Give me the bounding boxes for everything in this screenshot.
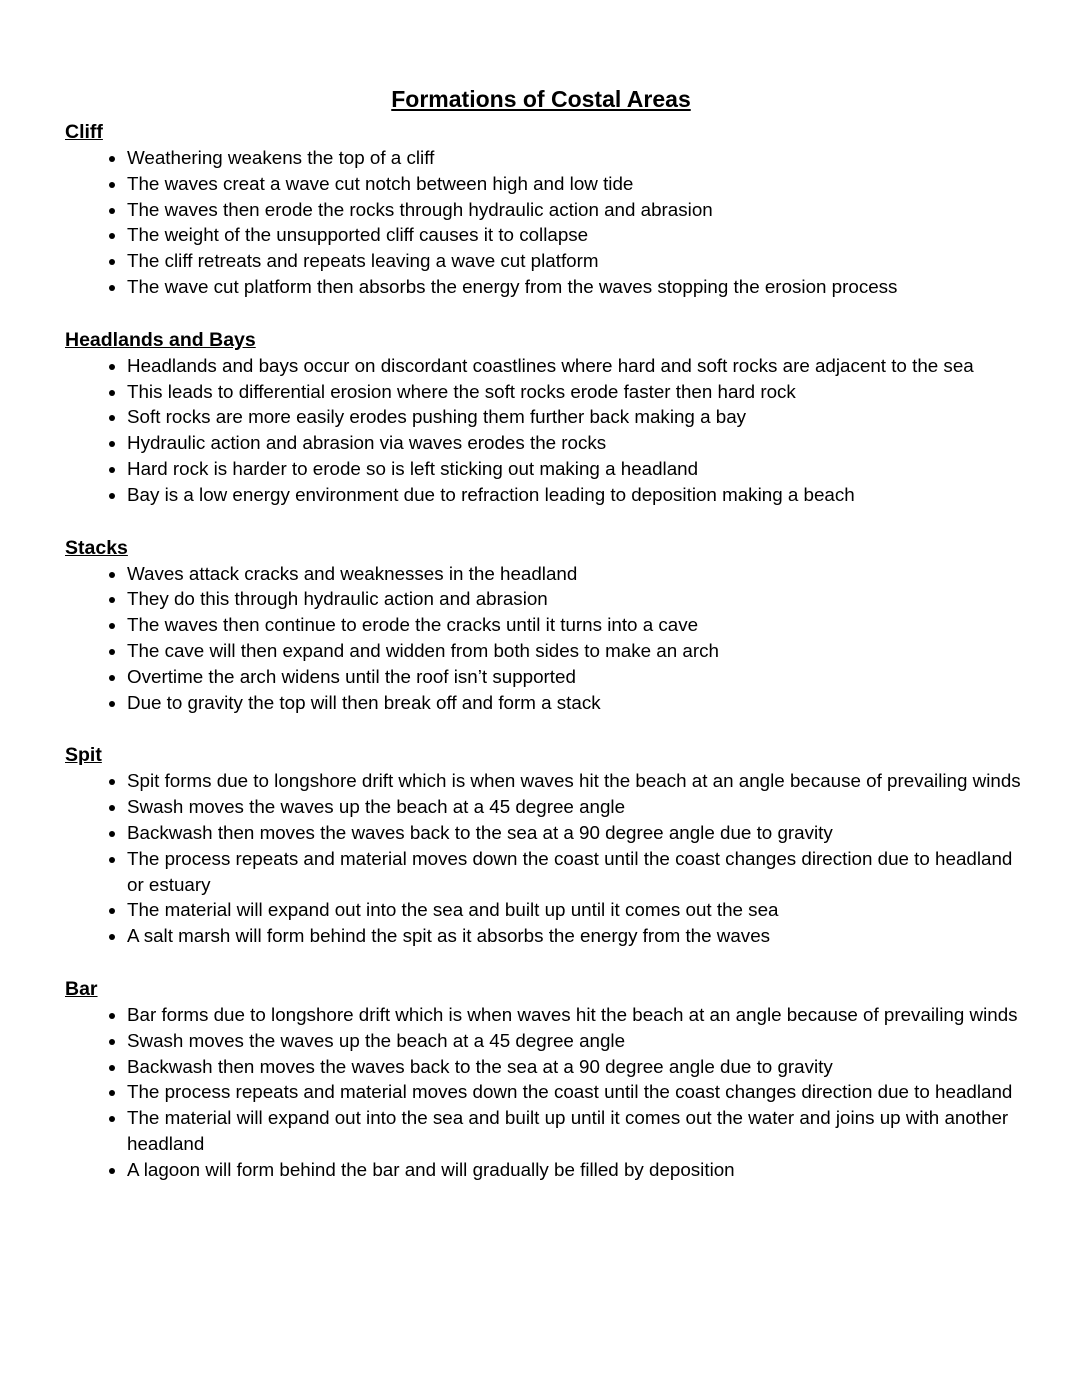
section-heading: Spit	[65, 744, 102, 767]
bullet-list	[65, 1002, 1022, 1183]
bullet-item: • A lagoon will form behind the bar and will gradually be filled by deposition	[127, 1157, 1022, 1183]
bullet-item: • The waves creat a wave cut notch between high and low tide	[127, 171, 1022, 197]
bullet-list	[65, 561, 1022, 716]
bullet-item: • The process repeats and material moves down the coast until the coast changes direction due to headland or estuary	[127, 846, 1022, 898]
bullet-item: • Hard rock is harder to erode so is left sticking out making a headland	[127, 456, 1022, 482]
section-heading: Headlands and Bays	[65, 328, 256, 351]
bullet-item: • The waves then erode the rocks through hydraulic action and abrasion	[127, 197, 1022, 223]
bullet-item: • Bay is a low energy environment due to refraction leading to deposition making a beach	[127, 482, 1022, 508]
bullet-item: • Backwash then moves the waves back to the sea at a 90 degree angle due to gravity	[127, 820, 1022, 846]
bullet-item: • The material will expand out into the sea and built up until it comes out the sea	[127, 897, 1022, 923]
bullet-item: • Hydraulic action and abrasion via waves erodes the rocks	[127, 430, 1022, 456]
bullet-item: • Bar forms due to longshore drift which is when waves hit the beach at an angle because of prevailing winds	[127, 1002, 1022, 1028]
bullet-item: • Overtime the arch widens until the roof isn’t supported	[127, 664, 1022, 690]
bullet-item: • This leads to differential erosion where the soft rocks erode faster then hard rock	[127, 379, 1022, 405]
section-heading: Stacks	[65, 536, 128, 559]
section-heading: Bar	[65, 977, 98, 1000]
bullet-item: • Weathering weakens the top of a cliff	[127, 145, 1022, 171]
bullet-item: • The cliff retreats and repeats leaving a wave cut platform	[127, 248, 1022, 274]
bullet-item: • The material will expand out into the sea and built up until it comes out the water and joins up with another headland	[127, 1105, 1022, 1157]
section-heading: Cliff	[65, 121, 103, 143]
bullet-item: • Backwash then moves the waves back to the sea at a 90 degree angle due to gravity	[127, 1054, 1022, 1080]
section-spit	[65, 742, 1021, 949]
bullet-list	[65, 145, 1022, 300]
bullet-item: • The cave will then expand and widden from both sides to make an arch	[127, 638, 1022, 664]
bullet-item: • Headlands and bays occur on discordant coastlines where hard and soft rocks are adjacent to the sea	[127, 353, 1022, 379]
section-headlands-and-bays	[65, 327, 1017, 508]
bullet-item: • The waves then continue to erode the cracks until it turns into a cave	[127, 612, 1022, 638]
bullet-item: • Due to gravity the top will then break off and form a stack	[127, 690, 1022, 716]
section-cliff	[65, 119, 1017, 300]
bullet-item: • The process repeats and material moves down the coast until the coast changes direction due to headland	[127, 1079, 1022, 1105]
section-bar	[65, 976, 1017, 1183]
bullet-item: • Waves attack cracks and weaknesses in the headland	[127, 561, 1022, 587]
bullet-item: • Soft rocks are more easily erodes pushing them further back making a bay	[127, 404, 1022, 430]
bullet-list	[65, 353, 1022, 508]
bullet-item: • Swash moves the waves up the beach at a 45 degree angle	[127, 794, 1022, 820]
document-title: Formations of Costal Areas	[391, 86, 691, 112]
bullet-item: • They do this through hydraulic action and abrasion	[127, 586, 1022, 612]
bullet-list	[65, 768, 1022, 949]
bullet-item: • A salt marsh will form behind the spit as it absorbs the energy from the waves	[127, 923, 1022, 949]
sections-container	[65, 119, 1021, 1183]
section-stacks	[65, 535, 1017, 716]
bullet-item: • The weight of the unsupported cliff causes it to collapse	[127, 222, 1022, 248]
bullet-item: • Spit forms due to longshore drift which is when waves hit the beach at an angle because of prevailing winds	[127, 768, 1022, 794]
bullet-item: • Swash moves the waves up the beach at a 45 degree angle	[127, 1028, 1022, 1054]
bullet-item: • The wave cut platform then absorbs the energy from the waves stopping the erosion process	[127, 274, 1022, 300]
